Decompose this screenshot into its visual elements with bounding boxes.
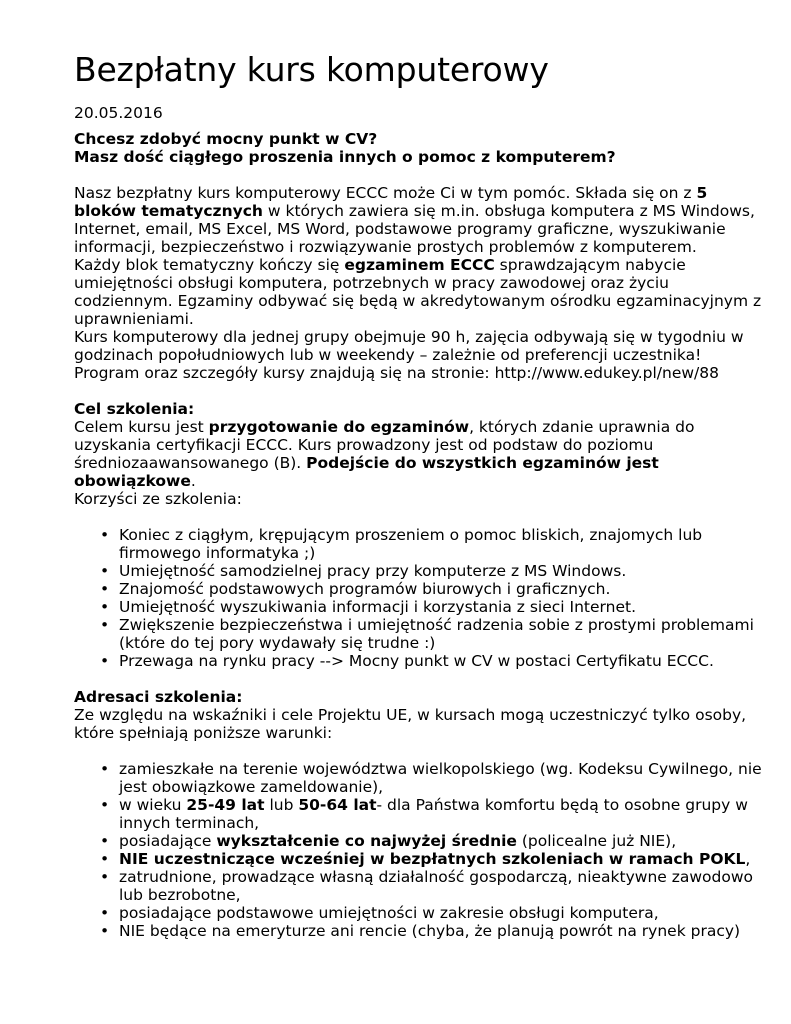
audience-heading: Adresaci szkolenia: [74,688,243,706]
description-paragraph-exams: Każdy blok tematyczny kończy się egzaminem ECCC sprawdzającym nabycie umiejętności obsługi komputera, potrzebnych w pracy zawodowej oraz życiu codziennym. Egzaminy odbywać się będą w akredytowanym ośrodku egzaminacyjnym z uprawnieniami. [74,256,762,328]
list-item: • w wieku 25-49 lat lub 50-64 lat- dla Państwa komfortu będą to osobne grupy w innych terminach, [119,796,764,832]
benefits-label: Korzyści ze szkolenia: [74,490,242,508]
page-title: Bezpłatny kurs komputerowy [74,50,549,89]
exam-highlight: egzaminem ECCC [344,256,495,274]
list-item: • Umiejętność samodzielnej pracy przy komputerze z MS Windows. [119,562,764,580]
blocks-count-highlight: 5 bloków tematycznych [74,184,708,220]
goal-heading: Cel szkolenia: [74,400,195,418]
list-item: • Przewaga na rynku pracy --> Mocny punkt w CV w postaci Certyfikatu ECCC. [119,652,764,670]
benefits-list [74,526,764,670]
description-paragraph-blocks: Nasz bezpłatny kurs komputerowy ECCC może Ci w tym pomóc. Składa się on z 5 bloków tematycznych w których zawiera się m.in. obsługa komputera z MS Windows, Internet, email, MS Excel, MS Word, podstawowe programy graficzne, wyszukiwanie informacji, bezpieczeństwo i rozwiązywanie prostych problemów z komputerem. [74,184,755,256]
publish-date: 20.05.2016 [74,104,163,122]
list-item: • NIE uczestniczące wcześniej w bezpłatnych szkoleniach w ramach POKL, [119,850,764,868]
list-item: • zatrudnione, prowadzące własną działalność gospodarczą, nieaktywne zawodowo lub bezrobotne, [119,868,764,904]
list-item: • Zwiększenie bezpieczeństwa i umiejętność radzenia sobie z prostymi problemami (które do tej pory wydawały się trudne :) [119,616,764,652]
list-item: • Znajomość podstawowych programów biurowych i graficznych. [119,580,764,598]
goal-paragraph: Celem kursu jest przygotowanie do egzaminów, których zdanie uprawnia do uzyskania certyfikacji ECCC. Kurs prowadzony jest od podstaw do poziomu średniozaawansowanego (B). Podejście do wszystkich egzaminów jest obowiązkowe. [74,418,695,490]
list-item: • NIE będące na emeryturze ani rencie (chyba, że planują powrót na rynek pracy) [119,922,764,940]
description-paragraph-program-link: Program oraz szczegóły kursy znajdują się na stronie: http://www.edukey.pl/new/88 [74,364,719,382]
audience-intro: Ze względu na wskaźniki i cele Projektu UE, w kursach mogą uczestniczyć tylko osoby, które spełniają poniższe warunki: [74,706,747,742]
intro-question-help: Masz dość ciągłego proszenia innych o pomoc z komputerem? [74,148,616,166]
description-paragraph-schedule: Kurs komputerowy dla jednej grupy obejmuje 90 h, zajęcia odbywają się w tygodniu w godzinach popołudniowych lub w weekendy – zależnie od preferencji uczestnika! [74,328,744,364]
list-item: • zamieszkałe na terenie województwa wielkopolskiego (wg. Kodeksu Cywilnego, nie jest obowiązkowe zameldowanie), [119,760,764,796]
document-page [74,48,764,940]
list-item: • posiadające wykształcenie co najwyżej średnie (policealne już NIE), [119,832,764,850]
intro-question-cv: Chcesz zdobyć mocny punkt w CV? [74,130,378,148]
list-item: • Koniec z ciągłym, krępującym proszeniem o pomoc bliskich, znajomych lub firmowego informatyka ;) [119,526,764,562]
audience-conditions-list [74,760,764,940]
list-item: • Umiejętność wyszukiwania informacji i korzystania z sieci Internet. [119,598,764,616]
list-item: • posiadające podstawowe umiejętności w zakresie obsługi komputera, [119,904,764,922]
